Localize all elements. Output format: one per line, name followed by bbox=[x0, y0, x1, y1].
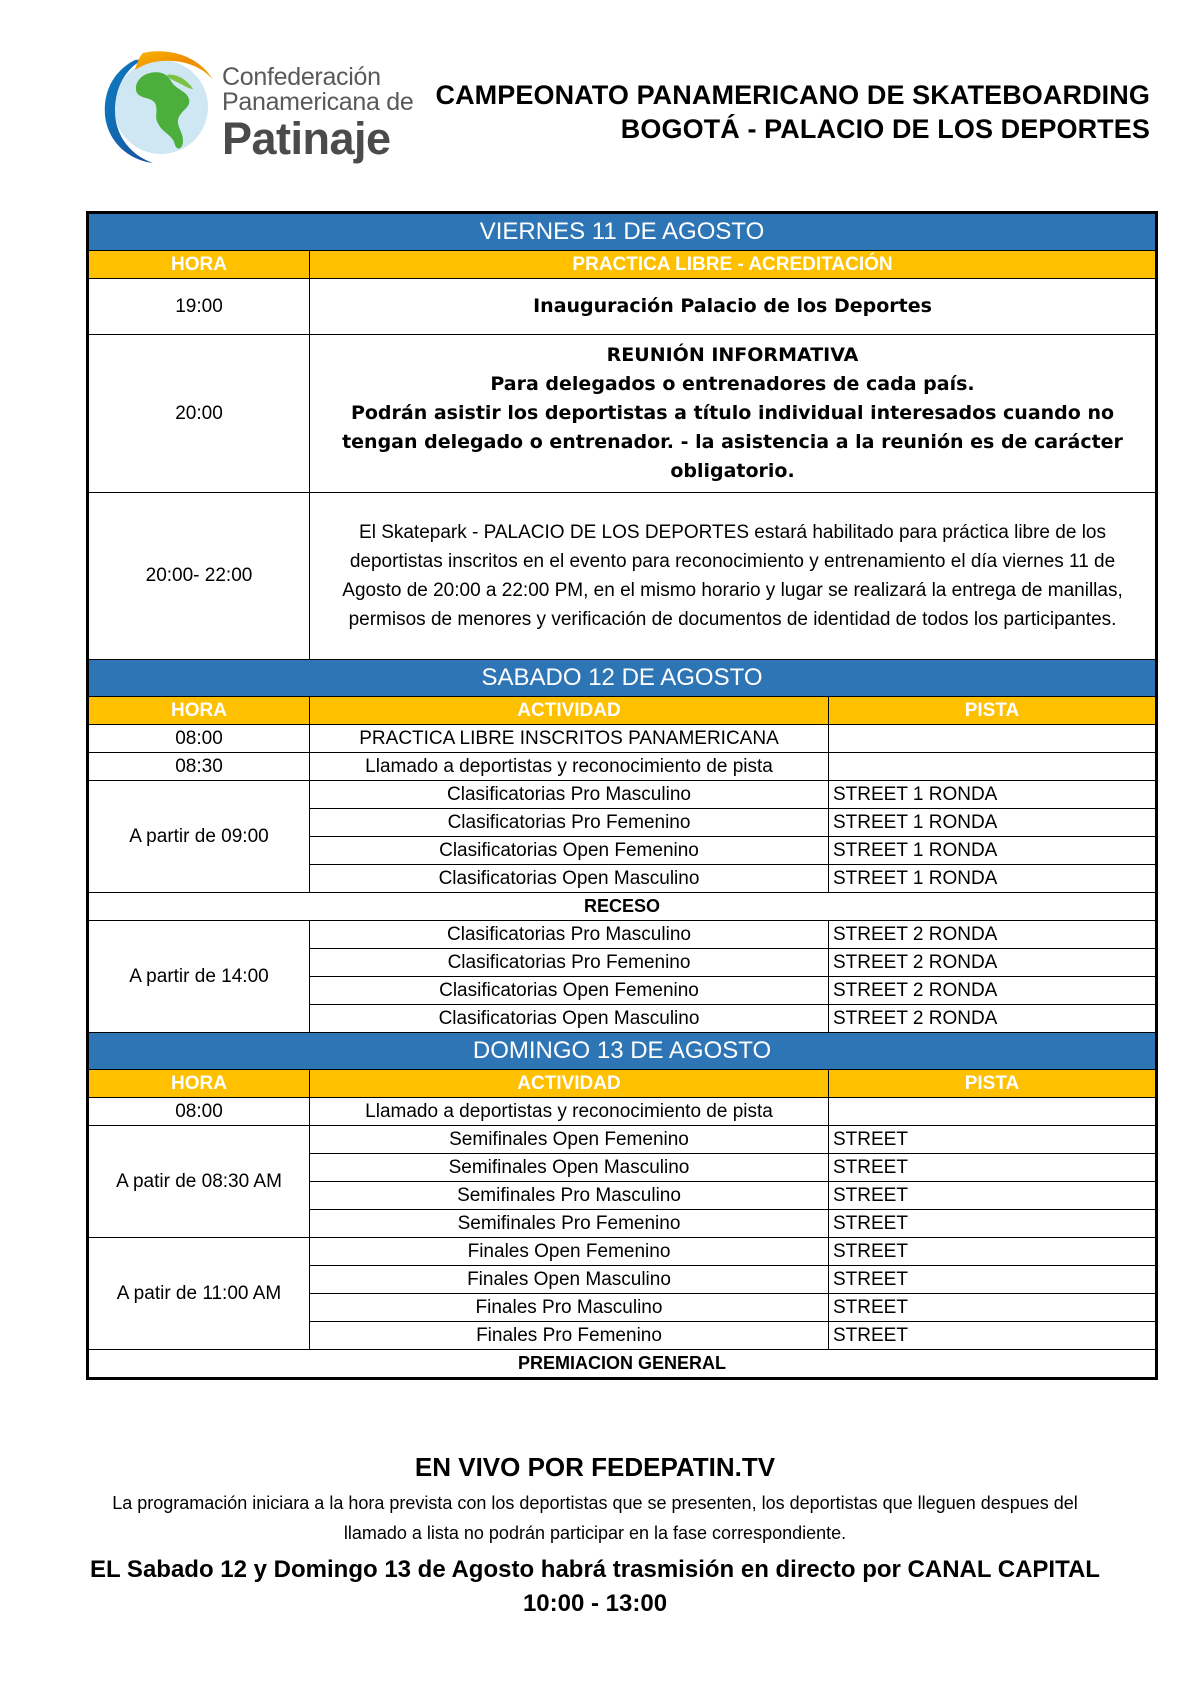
event-title: CAMPEONATO PANAMERICANO DE SKATEBOARDING bbox=[435, 80, 1150, 110]
activity-cell: Clasificatorias Pro Femenino bbox=[310, 949, 829, 977]
activity-cell: Llamado a deportistas y reconocimiento de pista bbox=[310, 1098, 829, 1126]
pista-cell: STREET 1 RONDA bbox=[829, 809, 1157, 837]
activity-cell: Finales Pro Masculino bbox=[310, 1294, 829, 1322]
activity-cell: Clasificatorias Pro Masculino bbox=[310, 921, 829, 949]
time-cell: A partir de 14:00 bbox=[88, 921, 310, 1033]
pista-cell: STREET bbox=[829, 1182, 1157, 1210]
time-cell: 19:00 bbox=[88, 279, 310, 335]
pista-cell: STREET bbox=[829, 1322, 1157, 1350]
tv-broadcast-note bbox=[40, 1553, 1150, 1621]
table-row bbox=[88, 1098, 1157, 1126]
time-cell: A patir de 11:00 AM bbox=[88, 1238, 310, 1350]
federation-logo bbox=[95, 45, 425, 170]
activity-cell: Clasificatorias Open Masculino bbox=[310, 865, 829, 893]
time-cell: 08:00 bbox=[88, 1098, 310, 1126]
pista-cell: STREET 2 RONDA bbox=[829, 977, 1157, 1005]
pista-cell bbox=[829, 753, 1157, 781]
day-header-sunday: DOMINGO 13 DE AGOSTO bbox=[88, 1033, 1157, 1070]
time-cell: 20:00 bbox=[88, 335, 310, 493]
skatepark-info-cell: El Skatepark - PALACIO DE LOS DEPORTES estará habilitado para práctica libre de los deportistas inscritos en el evento para reconocimiento y entrenamiento el día viernes 11 de Agosto de 20:00 a 22:00 PM, en el mismo horario y lugar se realizará la entrega de manillas, permisos de menores y verificación de documentos de identidad de todos los participantes. bbox=[310, 493, 1157, 660]
pista-cell bbox=[829, 1098, 1157, 1126]
activity-cell: Semifinales Pro Masculino bbox=[310, 1182, 829, 1210]
pista-cell: STREET bbox=[829, 1238, 1157, 1266]
meeting-details: Podrán asistir los deportistas a título individual interesados cuando no tengan delegado o entrenador. - la asistencia a la reunión es de carácter obligatorio. bbox=[342, 402, 1123, 482]
table-row bbox=[88, 1238, 1157, 1266]
globe-icon bbox=[95, 45, 220, 170]
activity-cell: Finales Pro Femenino bbox=[310, 1322, 829, 1350]
day-header-saturday: SABADO 12 DE AGOSTO bbox=[88, 660, 1157, 697]
table-row bbox=[88, 1126, 1157, 1154]
schedule-note-line-1: La programación iniciara a la hora prevista con los deportistas que se presenten, los deportistas que lleguen despues del bbox=[112, 1493, 1078, 1513]
pista-cell: STREET 2 RONDA bbox=[829, 921, 1157, 949]
column-hora: HORA bbox=[88, 251, 310, 279]
activity-cell: Clasificatorias Pro Masculino bbox=[310, 781, 829, 809]
pista-cell: STREET 1 RONDA bbox=[829, 781, 1157, 809]
activity-cell: Llamado a deportistas y reconocimiento de pista bbox=[310, 753, 829, 781]
tv-broadcast-hours: 10:00 - 13:00 bbox=[522, 1590, 668, 1617]
event-venue: BOGOTÁ - PALACIO DE LOS DEPORTES bbox=[620, 114, 1150, 144]
logo-line-2: Panamericana de bbox=[222, 88, 414, 116]
schedule-note bbox=[40, 1488, 1150, 1548]
activity-cell: Finales Open Femenino bbox=[310, 1238, 829, 1266]
time-cell: 08:00 bbox=[88, 725, 310, 753]
pista-cell: STREET bbox=[829, 1154, 1157, 1182]
pista-cell: STREET 2 RONDA bbox=[829, 949, 1157, 977]
table-row bbox=[88, 781, 1157, 809]
meeting-title: REUNIÓN INFORMATIVA bbox=[606, 344, 859, 366]
day-header-friday: VIERNES 11 DE AGOSTO bbox=[88, 213, 1157, 251]
time-cell: A partir de 09:00 bbox=[88, 781, 310, 893]
meeting-subtitle: Para delegados o entrenadores de cada país. bbox=[490, 373, 975, 395]
pista-cell: STREET bbox=[829, 1294, 1157, 1322]
live-stream-heading: EN VIVO POR FEDEPATIN.TV bbox=[414, 1452, 776, 1482]
activity-cell: Clasificatorias Open Masculino bbox=[310, 1005, 829, 1033]
activity-cell: Clasificatorias Open Femenino bbox=[310, 977, 829, 1005]
schedule-table bbox=[86, 211, 1158, 1380]
logo-line-1: Confederación bbox=[222, 63, 381, 91]
document-header bbox=[435, 78, 1150, 146]
pista-cell: STREET 1 RONDA bbox=[829, 837, 1157, 865]
pista-cell: STREET 2 RONDA bbox=[829, 1005, 1157, 1033]
activity-cell: PRACTICA LIBRE INSCRITOS PANAMERICANA bbox=[310, 725, 829, 753]
activity-cell: Inauguración Palacio de los Deportes bbox=[310, 279, 1157, 335]
activity-cell: Clasificatorias Open Femenino bbox=[310, 837, 829, 865]
column-pista: PISTA bbox=[829, 1070, 1157, 1098]
activity-cell: Clasificatorias Pro Femenino bbox=[310, 809, 829, 837]
activity-cell: Semifinales Open Masculino bbox=[310, 1154, 829, 1182]
column-actividad: ACTIVIDAD bbox=[310, 1070, 829, 1098]
table-row bbox=[88, 921, 1157, 949]
pista-cell: STREET bbox=[829, 1266, 1157, 1294]
pista-cell: STREET bbox=[829, 1210, 1157, 1238]
table-row bbox=[88, 753, 1157, 781]
activity-cell: Finales Open Masculino bbox=[310, 1266, 829, 1294]
pista-cell bbox=[829, 725, 1157, 753]
column-actividad: ACTIVIDAD bbox=[310, 697, 829, 725]
table-row bbox=[88, 725, 1157, 753]
meeting-info-cell bbox=[310, 335, 1157, 493]
column-hora: HORA bbox=[88, 697, 310, 725]
pista-cell: STREET 1 RONDA bbox=[829, 865, 1157, 893]
logo-line-3: Patinaje bbox=[222, 113, 391, 164]
activity-cell: Semifinales Open Femenino bbox=[310, 1126, 829, 1154]
column-actividad: PRACTICA LIBRE - ACREDITACIÓN bbox=[310, 251, 1157, 279]
premiacion-row: PREMIACION GENERAL bbox=[88, 1350, 1157, 1379]
time-cell: 20:00- 22:00 bbox=[88, 493, 310, 660]
column-hora: HORA bbox=[88, 1070, 310, 1098]
pista-cell: STREET bbox=[829, 1126, 1157, 1154]
activity-cell: Semifinales Pro Femenino bbox=[310, 1210, 829, 1238]
receso-row: RECESO bbox=[88, 893, 1157, 921]
time-cell: 08:30 bbox=[88, 753, 310, 781]
schedule-note-line-2: llamado a lista no podrán participar en la fase correspondiente. bbox=[343, 1523, 847, 1543]
tv-broadcast-line: EL Sabado 12 y Domingo 13 de Agosto habrá trasmisión en directo por CANAL CAPITAL bbox=[90, 1556, 1100, 1583]
column-pista: PISTA bbox=[829, 697, 1157, 725]
time-cell: A patir de 08:30 AM bbox=[88, 1126, 310, 1238]
